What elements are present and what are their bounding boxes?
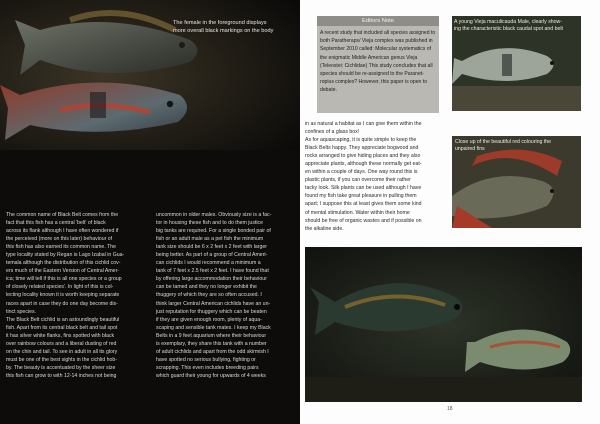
- text-line: can cichlids I would recommend a minimum a: [156, 260, 261, 267]
- editors-note-box: [317, 16, 439, 113]
- text-line: on the chin and tail. To see in adult in all its glory: [6, 348, 118, 355]
- text-line: the perceived (more on this later) behaviour of: [6, 236, 113, 243]
- text-line: is exemplary, they share this tank with a number: [156, 340, 267, 347]
- text-line: fish. Apart from its central black belt and tail spot: [6, 324, 118, 331]
- text-line: uncommon in older males. Obviously size is a fac-: [156, 212, 272, 218]
- text-line: can be tamed and they no longer exhibit the: [156, 284, 257, 291]
- text-line: the alkaline side.: [305, 225, 344, 232]
- text-line: plastic plants, if you can overcome their rather: [305, 177, 411, 184]
- text-line: think larger Central American cichlids have an un-: [156, 300, 271, 307]
- text-line: fact that this fish has a central 'belt' of black: [6, 220, 106, 227]
- text-line: have spotted no serious bullying, fighting or: [156, 356, 256, 363]
- text-line: tor in housing these fish and to do them justice: [156, 220, 263, 227]
- text-line: ers much of the Eastern Version of Central Amer-: [6, 268, 120, 275]
- text-line: ica; time will tell if this is all one species or a group: [6, 276, 122, 283]
- editors-note-body: A recent study that included all species assigned to both Paratheraps/ Vieja complex was published in September 2010 called: Molecular systematics of the enigmatic Middle American genus Vieja (Teleostei: Cichlidae) This study concludes that all species should be re-assigned to the Paranet- ropius complex? However, this paper is open to debate.: [320, 30, 436, 94]
- text-line: tinct species.: [6, 308, 36, 315]
- text-line: should be free of organic wastes and if possible on: [305, 217, 422, 224]
- text-line: apart; I suppose this at least gives them some kind: [305, 201, 422, 208]
- text-line: of adult cichlids and apart from the odd skirmish I: [156, 348, 269, 355]
- text-line: tank size should be 6 x 2 feet x 2 feet with larger: [156, 244, 268, 251]
- photo-caption-top: The female in the foreground displays more overall black markings on the body: [173, 20, 274, 34]
- text-line: Belts in a 9 feet aquarium where their behaviour: [156, 332, 267, 339]
- article-column-right: [305, 120, 448, 233]
- text-line: this fish has also earned its common name. The: [6, 244, 117, 251]
- text-line: type locality stated by Regan is Lago Izabal in Gua-: [6, 252, 125, 259]
- text-line: thuggery of which they are so often accused. I: [156, 292, 262, 299]
- text-line: being better. As part of a group of Central Ameri-: [156, 252, 268, 259]
- text-line: races apart in case they do one day become dis-: [6, 300, 118, 307]
- text-line: temala although the distribution of this cichlid cov-: [6, 260, 121, 267]
- text-line: tacky look. Silk plants can be used although I have: [305, 185, 422, 192]
- photo-caption-red-fins: Close up of the beautiful red colouring the unpaired fins: [455, 139, 552, 153]
- text-line: scrapping. This even includes breeding pairs: [156, 364, 259, 371]
- text-line: en within a couple of days. One way round this is: [305, 169, 418, 176]
- right-page: [300, 0, 600, 424]
- text-line: confines of a glass box!: [305, 129, 360, 136]
- text-line: just reputation for thuggery which can be beaten: [156, 308, 267, 315]
- text-line: rocks arranged to give hiding places and they also: [305, 153, 421, 160]
- text-line: in as natural a habitat as I can give them within the: [305, 121, 422, 127]
- text-line: must be one of the best sights in the cichlid hob-: [6, 356, 118, 363]
- text-line: appreciate plants, although these normally get eat-: [305, 161, 422, 168]
- article-column-1: [6, 211, 144, 380]
- page-number: 18: [447, 406, 453, 412]
- text-line: fish or an adult male as a pet fish the minimum: [156, 236, 264, 243]
- photo-caption-young-male: A young Vieja maculicauda Male, clearly show- ing the characteristic black caudal spot and belt: [454, 19, 564, 33]
- text-line: over rainbow colours and a liberal dusting of red: [6, 340, 117, 347]
- text-line: As for aquascaping, it is quite simple to keep the: [305, 137, 417, 144]
- text-line: lecting locality known it is worth keeping separate: [6, 292, 120, 299]
- text-line: The Black Belt cichlid is an astoundingly beautiful: [6, 316, 120, 323]
- text-line: Black Belts happy. They appreciate bogwood and: [305, 145, 419, 152]
- text-line: by. The beauty is accentuated by the sheer size: [6, 364, 116, 371]
- text-line: found my fish take great pleasure in pulling them: [305, 193, 417, 200]
- text-line: of mental stimulation. Water within their home: [305, 209, 410, 216]
- text-line: this fish can grow to with 12-14 inches not being: [6, 372, 117, 379]
- editors-note-title: Editors Note: [317, 16, 439, 26]
- article-column-2: [156, 211, 296, 380]
- text-line: if they are given enough room, plenty of aqua-: [156, 316, 262, 323]
- text-line: big tanks are required. For a single bonded pair of: [156, 228, 271, 235]
- text-line: The common name of Black Belt comes from the: [6, 212, 119, 218]
- fish-photo-bottom: [305, 247, 582, 402]
- text-line: which guard their young for upwards of 4 weeks: [156, 372, 266, 379]
- text-line: it has silver white flanks, fins spotted with black: [6, 332, 115, 339]
- text-line: across its flank although I have often wondered if: [6, 228, 119, 235]
- text-line: tank of 7 feet x 2.5 feet x 2 feet. I have found that: [156, 268, 269, 275]
- text-line: scaping and sensible tank mates. I keep my Black: [156, 324, 271, 331]
- text-line: of closely related species'. In light of this is col-: [6, 284, 114, 291]
- text-line: by offering large accommodation their behaviour: [156, 276, 267, 283]
